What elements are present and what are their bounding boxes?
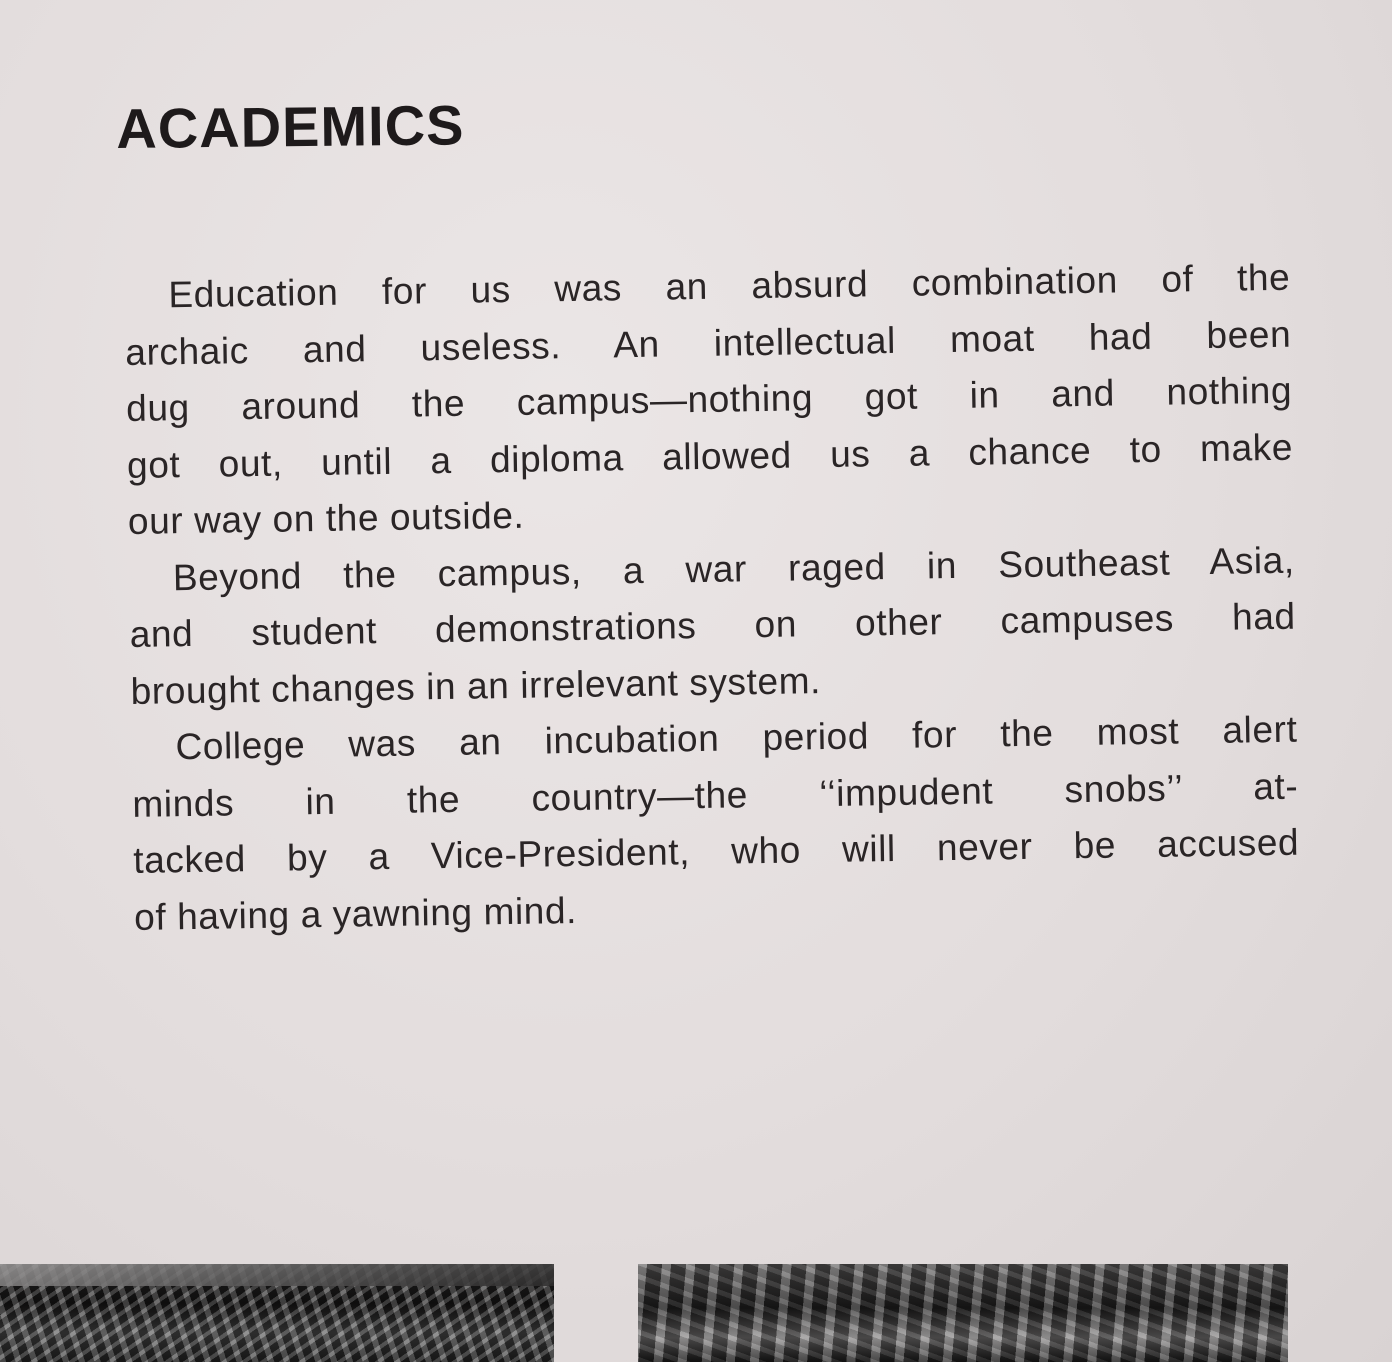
section-title: ACADEMICS bbox=[116, 93, 465, 160]
photo-left bbox=[0, 1264, 554, 1362]
paragraph-1-line-3: dug around the campus—nothing got in and nothing bbox=[125, 369, 1293, 429]
paragraph-3-line-4: of having a yawning mind. bbox=[133, 889, 578, 938]
paragraph-1-line-5: our way on the outside. bbox=[127, 494, 525, 542]
photo-left-highlight bbox=[0, 1264, 554, 1286]
paragraph-2-line-3: brought changes in an irrelevant system. bbox=[130, 659, 822, 712]
paragraph-1-line-4: got out, until a diploma allowed us a chance to make bbox=[126, 426, 1294, 486]
paragraph-3-line-1: College was an incubation period for the most alert bbox=[175, 708, 1298, 768]
photo-right bbox=[638, 1264, 1288, 1362]
paragraph-1-line-1: Education for us was an absurd combination of the bbox=[168, 256, 1291, 316]
paragraph-2-line-2: and student demonstrations on other campuses had bbox=[129, 595, 1296, 655]
paragraph-1-line-2: archaic and useless. An intellectual moat had been bbox=[124, 313, 1292, 373]
paragraph-3-line-2: minds in the country—the ‘‘impudent snobs’’ at- bbox=[132, 765, 1299, 825]
paragraph-2-line-1: Beyond the campus, a war raged in Southeast Asia, bbox=[172, 539, 1296, 598]
paragraph-3-line-3: tacked by a Vice-President, who will never be accused bbox=[132, 821, 1300, 881]
body-text bbox=[124, 250, 1301, 946]
